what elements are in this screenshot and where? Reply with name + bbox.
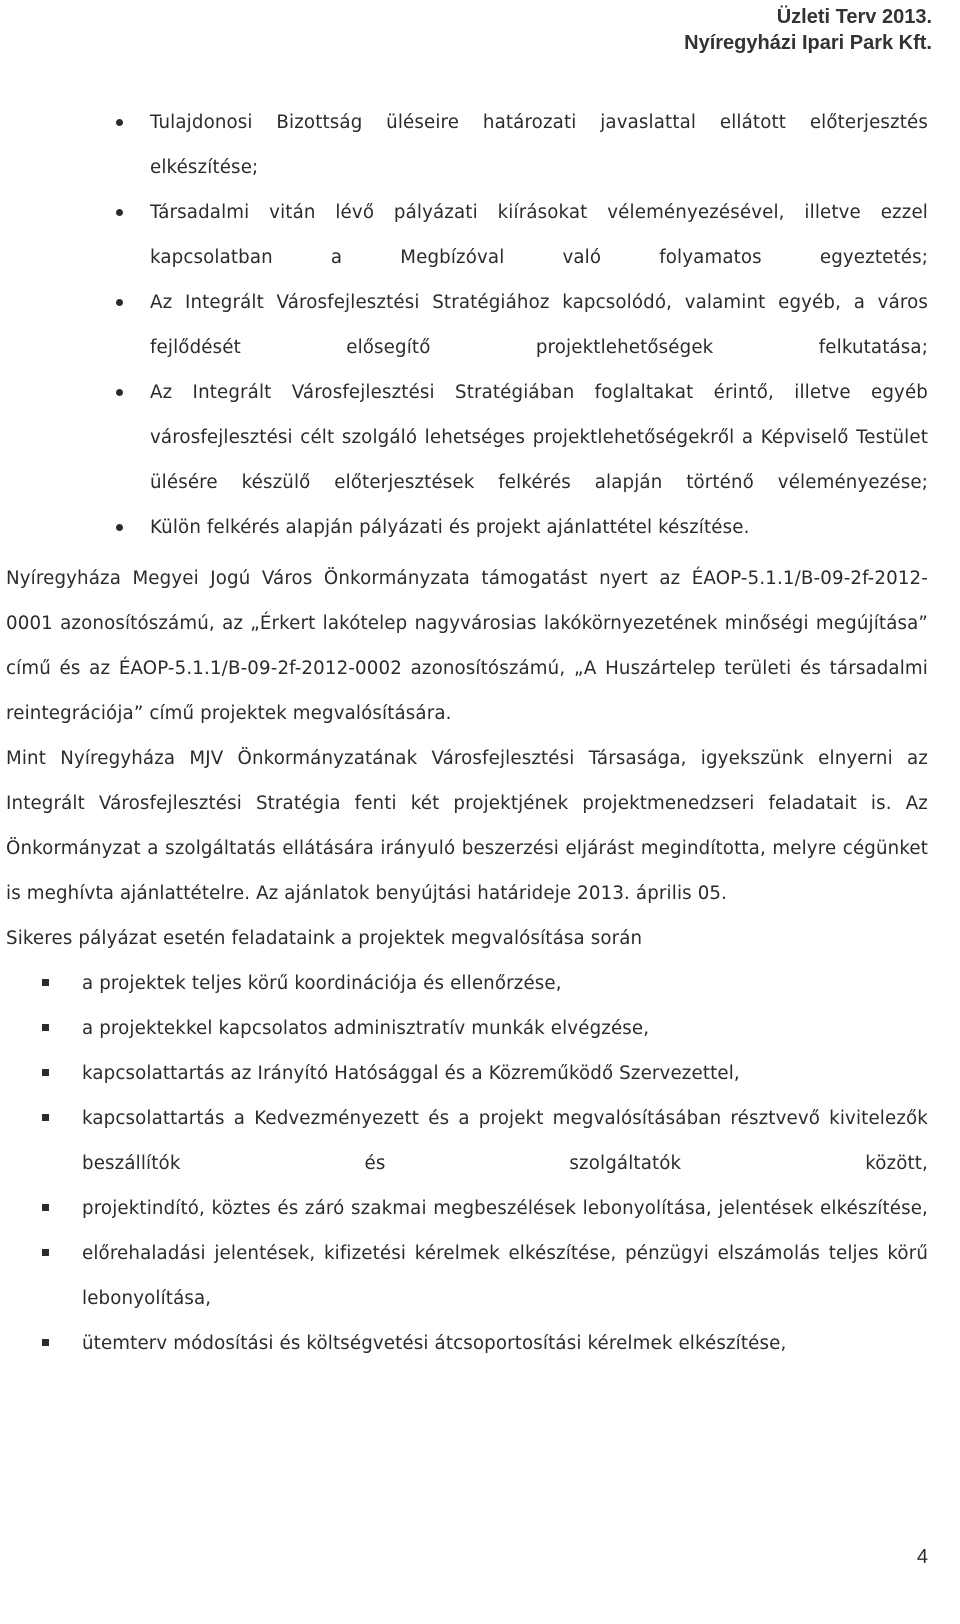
document-body (6, 100, 928, 1366)
header-company: Nyíregyházi Ipari Park Kft. (684, 32, 932, 54)
paragraph-grant: Nyíregyháza Megyei Jogú Város Önkormányzata támogatást nyert az ÉAOP-5.1.1/B-09-2f-2012-0001 azonosítószámú, az „Érkert lakótelep nagyvárosias lakókörnyezetének minőségi megújítása” című és az ÉAOP-5.1.1/B-09-2f-2012-0002 azonosítószámú, „A Huszártelep területi és társadalmi reintegrációja” című projektek megvalósítására. (6, 568, 928, 724)
paragraph-tender: Mint Nyíregyháza MJV Önkormányzatának Városfejlesztési Társasága, igyekszünk elnyerni az Integrált Városfejlesztési Stratégia fenti két projektjének projektmenedzseri feladatait is. Az Önkormányzat a szolgáltatás ellátására irányuló beszerzési eljárást megindította, melyre cégünket is meghívta ajánlattételre. Az ajánlatok benyújtási határideje 2013. április 05. (6, 748, 928, 904)
list-item: projektindító, köztes és záró szakmai megbeszélések lebonyolítása, jelentések elkészítése, (40, 1186, 928, 1231)
list-item: Tulajdonosi Bizottság üléseire határozati javaslattal ellátott előterjesztés elkészítése; (114, 100, 928, 190)
bullet-list (114, 100, 928, 550)
list-item: Az Integrált Városfejlesztési Stratégiában foglaltakat érintő, illetve egyéb városfejlesztési célt szolgáló lehetséges projektlehetőségekről a Képviselő Testület ülésére készülő előterjesztések felkérés alapján történő véleményezése; (114, 370, 928, 505)
list-item: előrehaladási jelentések, kifizetési kérelmek elkészítése, pénzügyi elszámolás teljes körű lebonyolítása, (40, 1231, 928, 1321)
list-item: Társadalmi vitán lévő pályázati kiírásokat véleményezésével, illetve ezzel kapcsolatban a Megbízóval való folyamatos egyeztetés; (114, 190, 928, 280)
list-item: Az Integrált Városfejlesztési Stratégiához kapcsolódó, valamint egyéb, a város fejlődését elősegítő projektlehetőségek felkutatása; (114, 280, 928, 370)
header-title: Üzleti Terv 2013. (776, 6, 932, 28)
page-header (684, 4, 932, 56)
list-item: a projektek teljes körű koordinációja és ellenőrzése, (40, 961, 928, 1006)
page-number: 4 (916, 1546, 928, 1568)
list-item: kapcsolattartás az Irányító Hatósággal és a Közreműködő Szervezettel, (40, 1051, 928, 1096)
list-item: Külön felkérés alapján pályázati és projekt ajánlattétel készítése. (114, 505, 928, 550)
task-list (40, 961, 928, 1366)
list-item: a projektekkel kapcsolatos adminisztratív munkák elvégzése, (40, 1006, 928, 1051)
list-item: kapcsolattartás a Kedvezményezett és a projekt megvalósításában résztvevő kivitelezők beszállítók és szolgáltatók között, (40, 1096, 928, 1186)
paragraph-tasks-intro: Sikeres pályázat esetén feladataink a projektek megvalósítása során (6, 928, 643, 949)
list-item: ütemterv módosítási és költségvetési átcsoportosítási kérelmek elkészítése, (40, 1321, 928, 1366)
